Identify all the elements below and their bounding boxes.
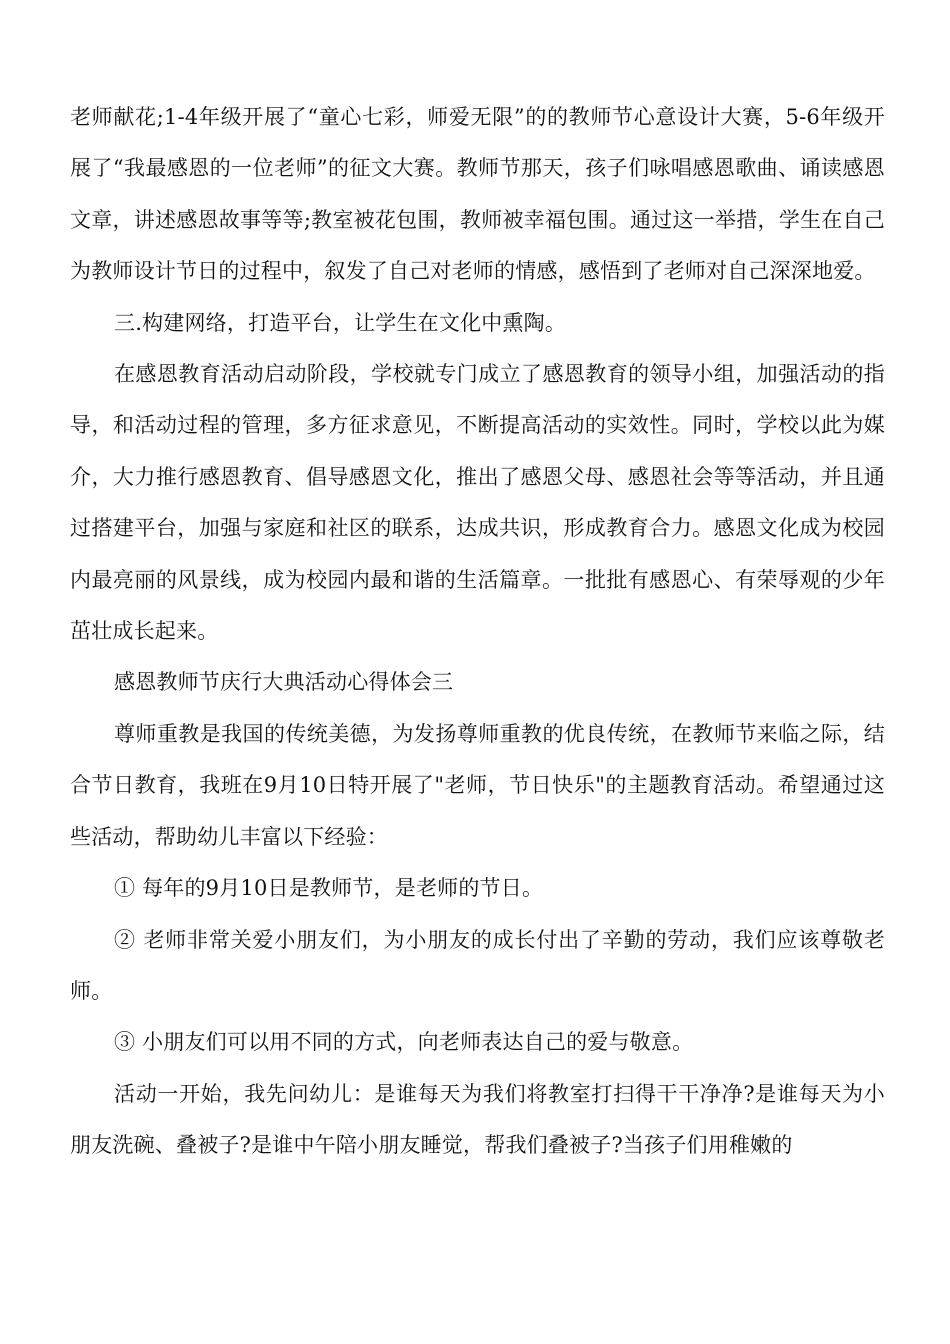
list-item-2: ② 老师非常关爱小朋友们，为小朋友的成长付出了辛勤的劳动，我们应该尊敬老师。 xyxy=(70,927,885,1003)
list-item-1: ① 每年的9月10日是教师节，是老师的节日。 xyxy=(114,876,544,901)
article-title: 感恩教师节庆行大典活动心得体会三 xyxy=(114,670,454,695)
paragraph: 活动一开始，我先问幼儿：是谁每天为我们将教室打扫得干干净净?是谁每天为小朋友洗碗、叠被子?是谁中午陪小朋友睡觉，帮我们叠被子?当孩子们用稚嫩的 xyxy=(70,1081,885,1158)
document-body xyxy=(70,92,885,1172)
paragraph-continued: 老师献花;1-4年级开展了“童心七彩，师爱无限”的的教师节心意设计大赛，5-6年级开展了“我最感恩的一位老师”的征文大赛。教师节那天，孩子们咏唱感恩歌曲、诵读感恩文章，讲述感恩故事等等;教室被花包围，教师被幸福包围。通过这一举措，学生在自己为教师设计节日的过程中，叙发了自己对老师的情感，感悟到了老师对自己深深地爱。 xyxy=(70,105,885,284)
paragraph: 在感恩教育活动启动阶段，学校就专门成立了感恩教育的领导小组，加强活动的指导，和活动过程的管理，多方征求意见，不断提高活动的实效性。同时，学校以此为媒介，大力推行感恩教育、倡导感恩文化，推出了感恩父母、感恩社会等等活动，并且通过搭建平台，加强与家庭和社区的联系，达成共识，形成教育合力。感恩文化成为校园内最亮丽的风景线，成为校园内最和谐的生活篇章。一批批有感恩心、有荣辱观的少年茁壮成长起来。 xyxy=(70,362,885,644)
paragraph: 尊师重教是我国的传统美德，为发扬尊师重教的优良传统，在教师节来临之际，结合节日教育，我班在9月10日特开展了"老师，节日快乐"的主题教育活动。希望通过这些活动，帮助幼儿丰富以下经验： xyxy=(70,721,885,849)
list-item-3: ③ 小朋友们可以用不同的方式，向老师表达自己的爱与敬意。 xyxy=(114,1030,694,1055)
section-heading-3: 三.构建网络，打造平台，让学生在文化中熏陶。 xyxy=(114,310,567,335)
